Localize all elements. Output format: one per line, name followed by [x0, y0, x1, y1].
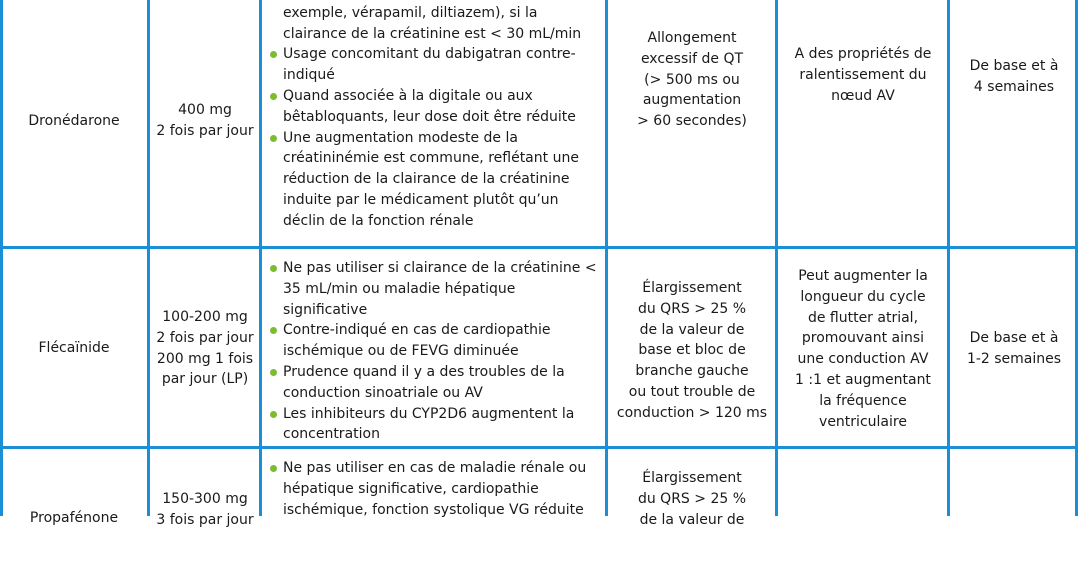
- dose-line: 400 mg: [178, 102, 232, 119]
- bullet-dot-icon: [270, 327, 277, 334]
- dose-cell: [150, 0, 260, 248]
- bullet-dot-icon: [270, 135, 277, 142]
- list-item: Usage concomitant du dabigatran contre-indiqué: [270, 44, 604, 86]
- drug-name: Dronédarone: [28, 112, 120, 129]
- precautions-list: [270, 458, 604, 520]
- followup-cell: De base et à 1-2 semaines: [966, 329, 1062, 367]
- column-divider: [605, 0, 608, 516]
- followup-cell: De base et à 4 semaines: [969, 58, 1059, 95]
- bullet-dot-icon: [270, 465, 277, 472]
- av-cell: A des propriétés de ralentissement du nœud AV: [794, 46, 932, 104]
- bullet-dot-icon: [270, 411, 277, 418]
- row-divider: [0, 246, 1078, 249]
- column-divider: [259, 0, 262, 516]
- list-item: Quand associée à la digitale ou aux bêtabloquants, leur dose doit être réduite: [270, 86, 604, 128]
- list-item: Une augmentation modeste de la créatininémie est commune, reflétant une réduction de la clairance de la créatinine induite par le médicament plutôt qu’un déclin de la fonction rénale: [270, 128, 604, 232]
- list-item: Les inhibiteurs du CYP2D6 augmentent la concentration: [270, 404, 604, 446]
- precautions-list: [270, 0, 604, 232]
- column-divider: [775, 0, 778, 516]
- table-row: [0, 450, 1078, 570]
- list-item: Prudence quand il y a des troubles de la conduction sinoatriale ou AV: [270, 362, 604, 404]
- row-divider: [0, 446, 1078, 449]
- list-item: Ne pas utiliser si clairance de la créatinine < 35 mL/min ou maladie hépatique significative: [270, 258, 604, 320]
- drug-name-cell: [0, 450, 148, 570]
- list-item: Contre-indiqué en cas de cardiopathie ischémique ou de FEVG diminuée: [270, 320, 604, 362]
- table-row: [0, 250, 1078, 447]
- dose-line: 2 fois par jour: [156, 123, 254, 139]
- drug-name-cell: [0, 0, 148, 248]
- ecg-cell: Allongement excessif de QT (> 500 ms ou augmentation > 60 secondes): [637, 30, 747, 130]
- precautions-list: [270, 258, 604, 445]
- ecg-cell: Élargissement du QRS > 25 % de la valeur de: [637, 470, 747, 528]
- ecg-cell: Élargissement du QRS > 25 % de la valeur de base et bloc de branche gauche ou tout trouble de conduction > 120 ms: [616, 280, 768, 421]
- dose-cell: 150-300 mg 3 fois par jour: [156, 491, 254, 528]
- av-cell: Peut augmenter la longueur du cycle de flutter atrial, promouvant ainsi une conduction AV 1 :1 et augmentant la fréquence ventriculaire: [795, 268, 931, 430]
- column-divider: [0, 0, 3, 516]
- bullet-dot-icon: [270, 51, 277, 58]
- drug-name: Flécaïnide: [38, 340, 110, 357]
- list-item: Ne pas utiliser en cas de maladie rénale ou hépatique significative, cardiopathie ischémique, fonction systolique VG réduite: [270, 458, 604, 520]
- table-row: [0, 0, 1078, 248]
- bullet-dot-icon: [270, 93, 277, 100]
- list-item: exemple, vérapamil, diltiazem), si la clairance de la créatinine est < 30 mL/min: [283, 4, 582, 42]
- column-divider: [147, 0, 150, 516]
- drug-name-cell: [0, 250, 148, 447]
- bullet-dot-icon: [270, 265, 277, 272]
- bullet-dot-icon: [270, 369, 277, 376]
- column-divider: [947, 0, 950, 516]
- drug-name: Propafénone: [29, 510, 119, 526]
- dose-cell: 100-200 mg 2 fois par jour 200 mg 1 fois par jour (LP): [156, 308, 254, 388]
